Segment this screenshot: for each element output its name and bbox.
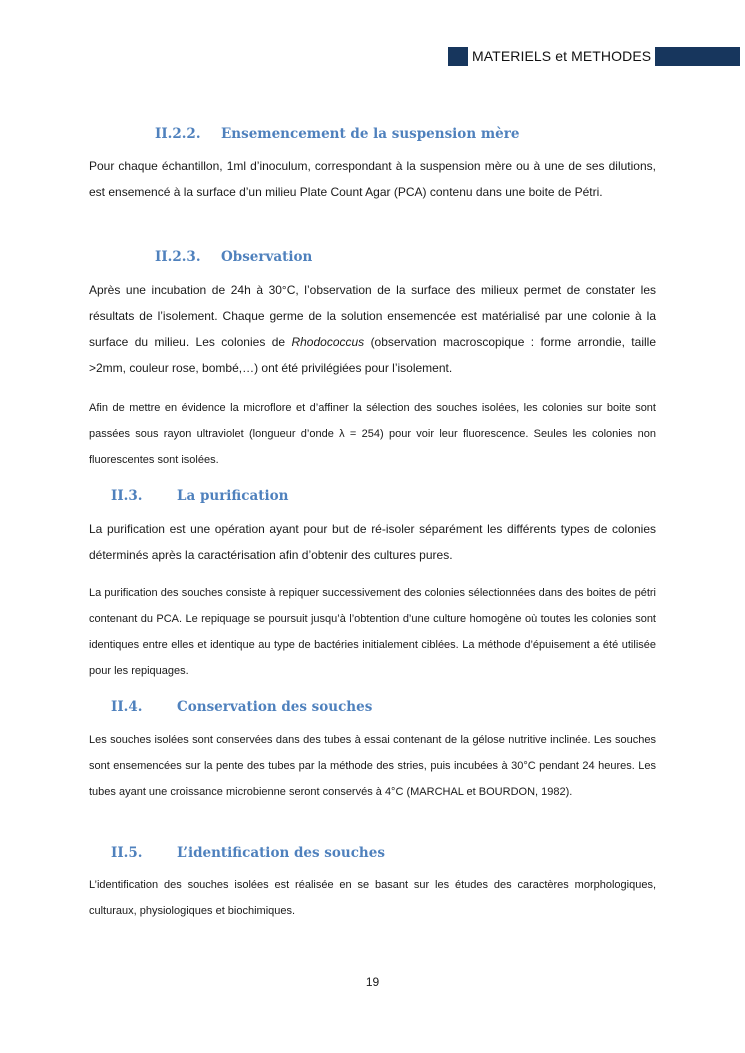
section-heading-2-2-3 xyxy=(155,249,312,265)
paragraph: Afin de mettre en évidence la microflore et d’affiner la sélection des souches isolées, les colonies sur boite sont passées sous rayon ultraviolet (longueur d’onde λ = 254) pour voir leur fluorescence. Seules les colonies non fluorescentes sont isolées. xyxy=(89,402,656,466)
paragraph: Pour chaque échantillon, 1ml d’inoculum, correspondant à la suspension mère ou à une de ses dilutions, est ensemencé à la surface d’un milieu Plate Count Agar (PCA) contenu dans une boite de Pétri. xyxy=(89,159,656,199)
paragraph: Les souches isolées sont conservées dans des tubes à essai contenant de la gélose nutritive inclinée. Les souches sont ensemencées sur la pente des tubes par la méthode des stries, puis incubées à 30°C pendant 24 heures. Les tubes ayant une croissance microbienne seront conservés à 4°C (MARCHAL et BOURDON, 1982). xyxy=(89,734,656,798)
section-number: II.4. xyxy=(111,699,143,715)
paragraph: Après une incubation de 24h à 30°C, l’observation de la surface des milieux permet de constater les résultats de l’isolement. Chaque germe de la solution ensemencée est matérialisé par une colonie à la surface du milieu. Les colonies de Rhodococcus (observation macroscopique : forme arrondie, taille >2mm, couleur rose, bombé,…) ont été privilégiées pour l’isolement. xyxy=(89,283,656,375)
header-accent-square xyxy=(448,47,468,66)
section-title: Conservation des souches xyxy=(177,699,373,715)
section-title: L’identification des souches xyxy=(177,845,385,861)
page-number: 19 xyxy=(365,975,380,989)
section-title: Ensemencement de la suspension mère xyxy=(221,126,520,142)
paragraph: La purification est une opération ayant pour but de ré-isoler séparément les différents types de colonies déterminés après la caractérisation afin d’obtenir des cultures pures. xyxy=(89,522,656,562)
header-title: MATERIELS et METHODES xyxy=(472,48,652,64)
section-number: II.2.2. xyxy=(155,126,201,142)
section-heading-2-3 xyxy=(111,488,288,504)
paragraph: La purification des souches consiste à repiquer successivement des colonies sélectionnées dans des boites de pétri contenant du PCA. Le repiquage se poursuit jusqu’à l’obtention d’une culture homogène où toutes les colonies sont identiques entre elles et identique au type de bactéries initialement ciblées. La méthode d’épuisement a été utilisée pour les repiquages. xyxy=(89,587,656,677)
section-heading-2-4 xyxy=(111,699,372,715)
running-header xyxy=(448,46,740,66)
section-heading-2-2-2 xyxy=(155,126,519,142)
section-number: II.3. xyxy=(111,488,143,504)
section-number: II.5. xyxy=(111,845,143,861)
section-title: Observation xyxy=(221,249,313,265)
header-accent-bar xyxy=(655,47,740,66)
section-title: La purification xyxy=(177,488,289,504)
section-heading-2-5 xyxy=(111,845,385,861)
paragraph: L’identification des souches isolées est réalisée en se basant sur les études des caractères morphologiques, culturaux, physiologiques et biochimiques. xyxy=(89,879,656,917)
section-number: II.2.3. xyxy=(155,249,201,265)
